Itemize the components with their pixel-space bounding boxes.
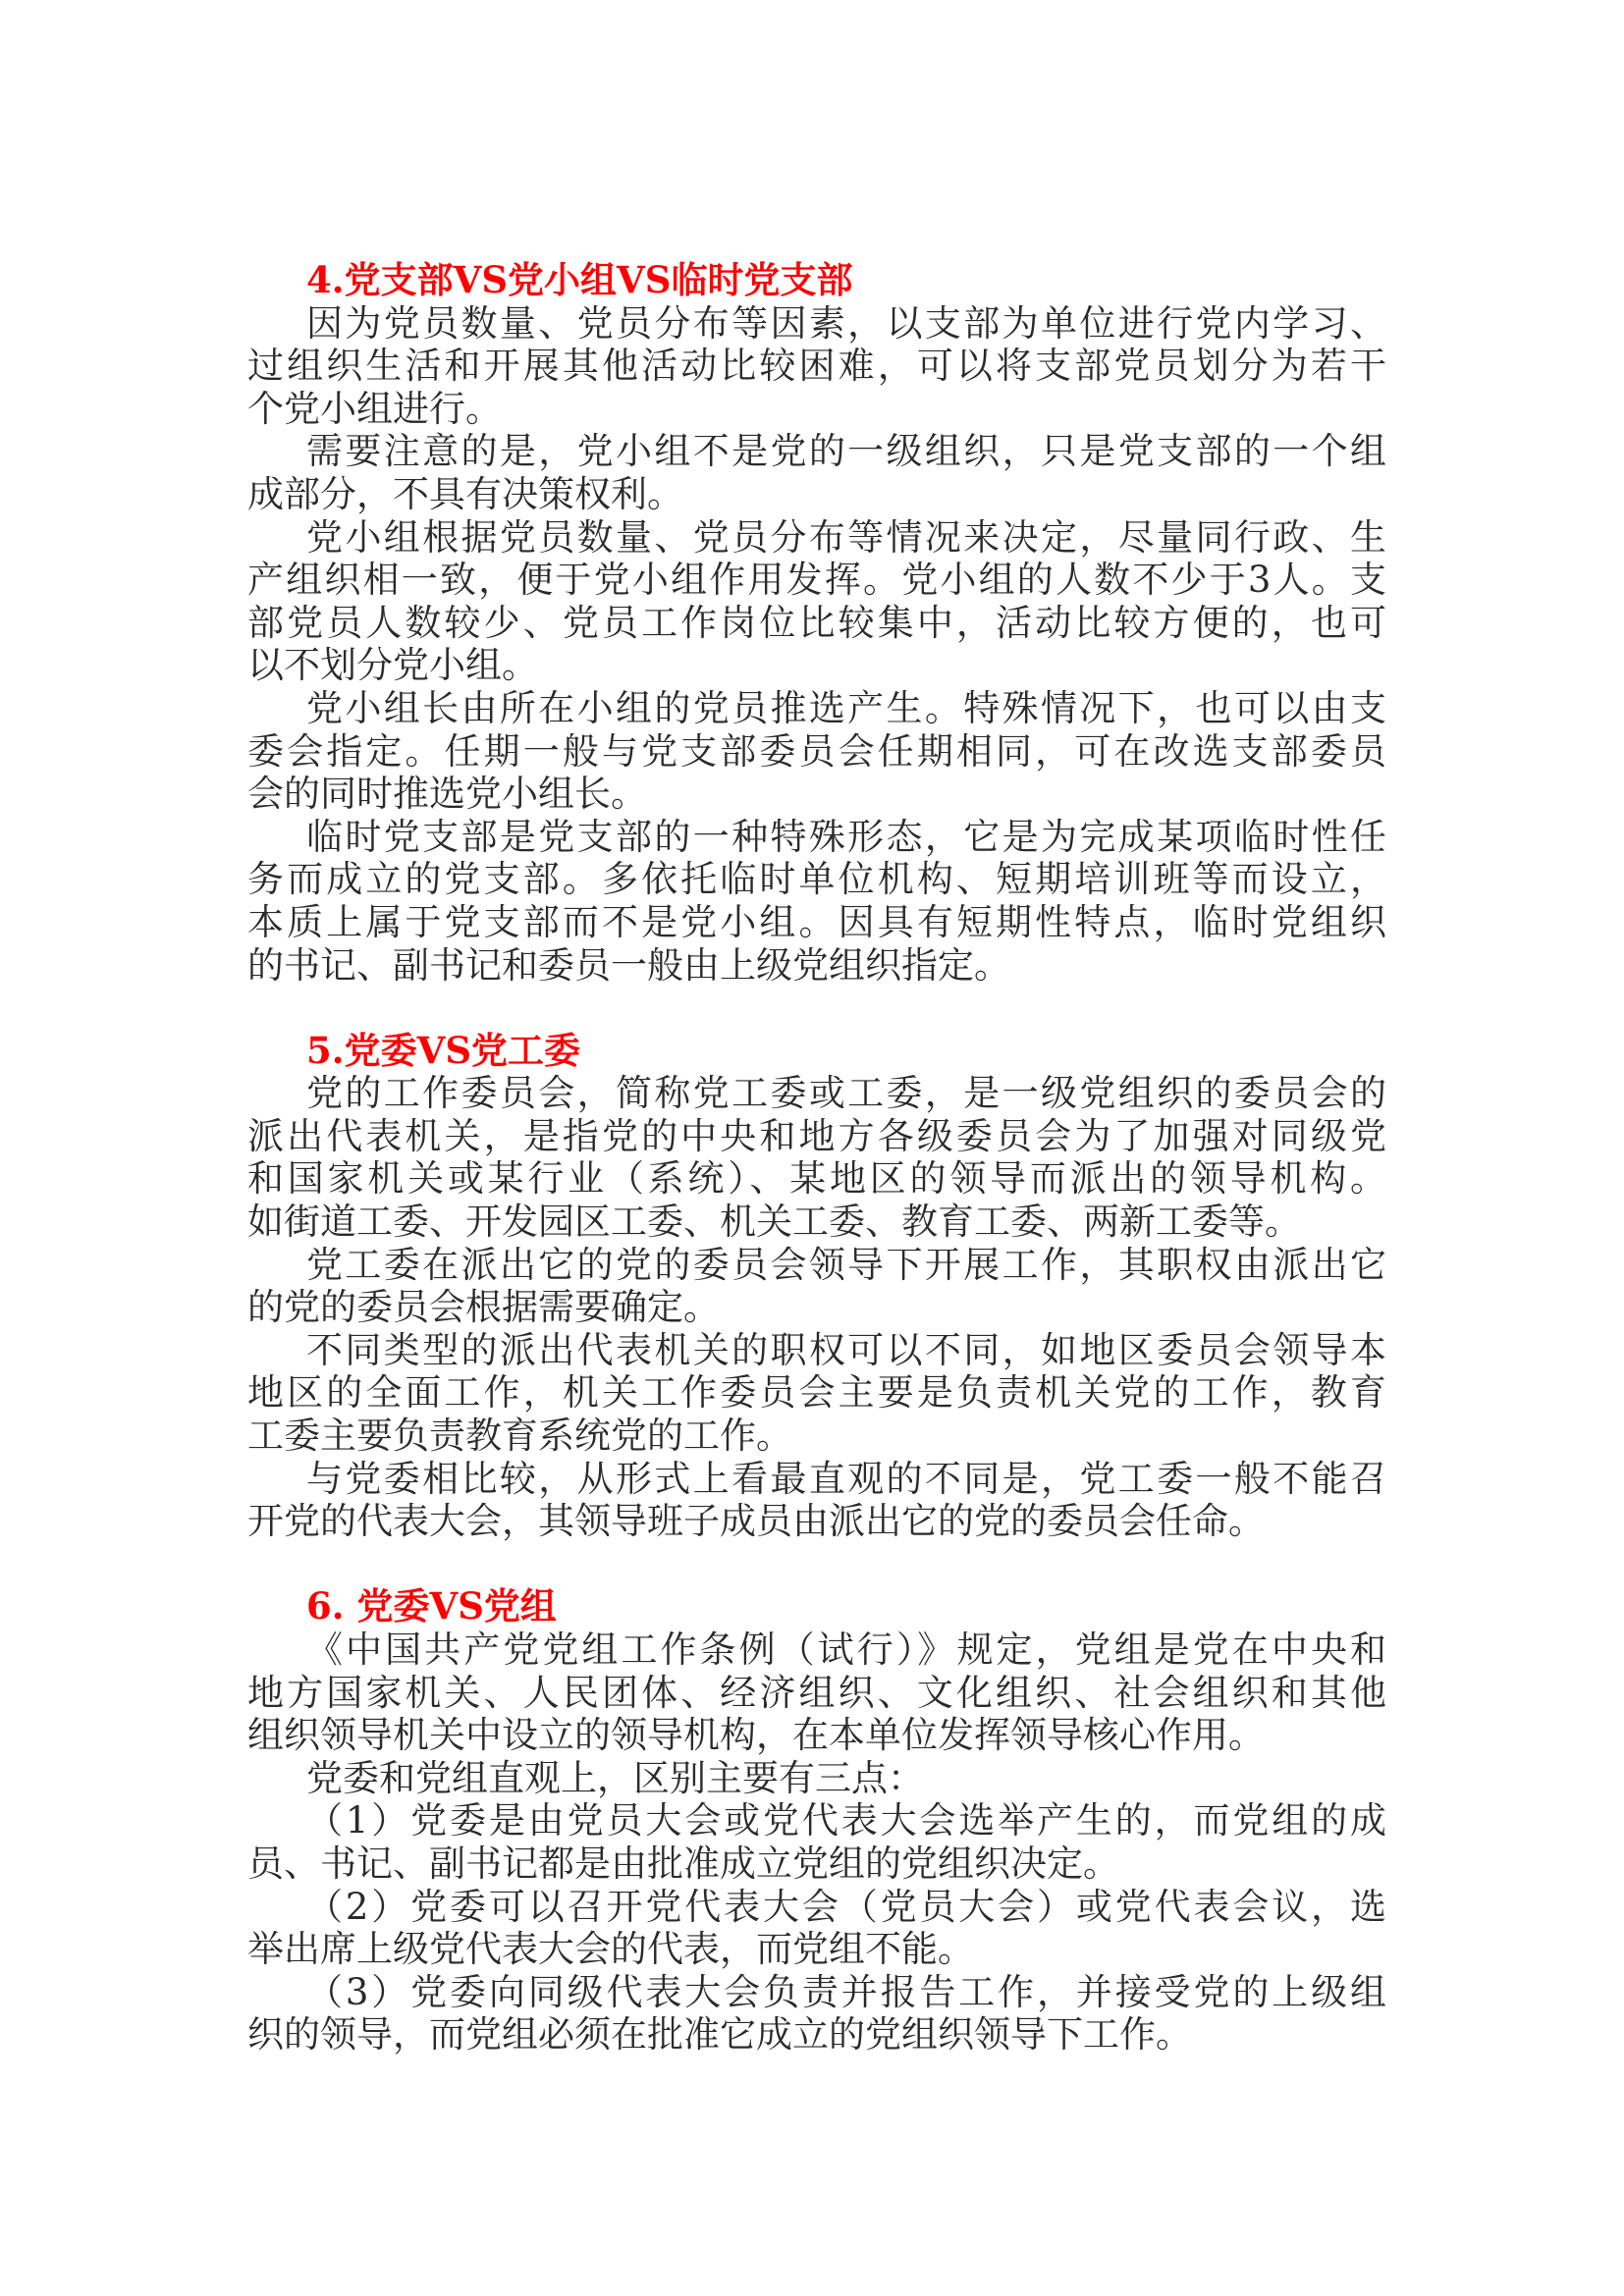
paragraph	[247, 1329, 1386, 1458]
paragraph	[247, 1072, 1386, 1243]
paragraph-line: 举出席上级党代表大会的代表，而党组不能。	[247, 1928, 974, 1971]
paragraph	[247, 430, 1386, 515]
paragraph-line: 的党的委员会根据需要确定。	[247, 1286, 720, 1329]
paragraph-line: 派出代表机关，是指党的中央和地方各级委员会为了加强对同级党	[247, 1114, 1386, 1157]
paragraph-line: 临时党支部是党支部的一种特殊形态，它是为完成某项临时性任	[306, 815, 1386, 858]
paragraph-line: 因为党员数量、党员分布等因素，以支部为单位进行党内学习、	[306, 301, 1386, 345]
paragraph-line: 党小组根据党员数量、党员分布等情况来决定，尽量同行政、生	[306, 515, 1386, 559]
paragraph	[247, 1757, 1386, 1800]
paragraph-line: 产组织相一致，便于党小组作用发挥。党小组的人数不少于3人。支	[247, 559, 1386, 602]
paragraph-line: 的书记、副书记和委员一般由上级党组织指定。	[247, 943, 1010, 987]
paragraph-line: 需要注意的是，党小组不是党的一级组织，只是党支部的一个组	[306, 430, 1386, 473]
paragraph-line: 成部分，不具有决策权利。	[247, 472, 683, 515]
paragraph-line: 地方国家机关、人民团体、经济组织、文化组织、社会组织和其他	[247, 1671, 1386, 1714]
section-spacer	[247, 1543, 1386, 1586]
paragraph-line: 党小组长由所在小组的党员推选产生。特殊情况下，也可以由支	[306, 686, 1386, 729]
paragraph	[247, 816, 1386, 987]
paragraph-line: 开党的代表大会，其领导班子成员由派出它的党的委员会任命。	[247, 1500, 1265, 1543]
paragraph	[247, 1244, 1386, 1329]
paragraph	[247, 687, 1386, 816]
paragraph-line: （1）党委是由党员大会或党代表大会选举产生的，而党组的成	[306, 1799, 1386, 1842]
paragraph-line: 组织领导机关中设立的领导机构，在本单位发挥领导核心作用。	[247, 1714, 1265, 1757]
paragraph-line: 以不划分党小组。	[247, 644, 538, 687]
paragraph-line: 委会指定。任期一般与党支部委员会任期相同，可在改选支部委员	[247, 729, 1386, 773]
paragraph-line: 党工委在派出它的党的委员会领导下开展工作，其职权由派出它	[306, 1243, 1386, 1286]
paragraph-line: 员、书记、副书记都是由批准成立党组的党组织决定。	[247, 1842, 1119, 1885]
document-body	[247, 259, 1386, 2056]
paragraph-line: 《中国共产党党组工作条例（试行）》规定，党组是党在中央和	[306, 1629, 1386, 1671]
paragraph-line: 会的同时推选党小组长。	[247, 773, 647, 816]
paragraph-line: 与党委相比较，从形式上看最直观的不同是，党工委一般不能召	[306, 1457, 1386, 1500]
paragraph	[247, 302, 1386, 431]
paragraph	[247, 1799, 1386, 1885]
section-spacer	[247, 987, 1386, 1030]
paragraph	[247, 1629, 1386, 1757]
paragraph-line: 地区的全面工作，机关工作委员会主要是负责机关党的工作，教育	[247, 1371, 1386, 1415]
paragraph	[247, 1886, 1386, 1971]
paragraph-line: 过组织生活和开展其他活动比较困难，可以将支部党员划分为若干	[247, 345, 1386, 388]
paragraph-line: 工委主要负责教育系统党的工作。	[247, 1415, 792, 1458]
paragraph	[247, 1971, 1386, 2056]
paragraph	[247, 516, 1386, 687]
section-heading: 6. 党委VS党组	[306, 1584, 557, 1629]
paragraph-line: （2）党委可以召开党代表大会（党员大会）或党代表会议，选	[306, 1885, 1386, 1928]
paragraph-line: 部党员人数较少、党员工作岗位比较集中，活动比较方便的，也可	[247, 601, 1386, 644]
paragraph	[247, 1458, 1386, 1543]
paragraph-line: 织的领导，而党组必须在批准它成立的党组织领导下工作。	[247, 2013, 1192, 2056]
paragraph-line: 个党小组进行。	[247, 387, 502, 430]
section-heading: 5.党委VS党工委	[306, 1028, 581, 1072]
paragraph-line: 党委和党组直观上，区别主要有三点：	[306, 1756, 924, 1799]
paragraph-line: 和国家机关或某行业（系统）、某地区的领导而派出的领导机构。	[247, 1157, 1386, 1201]
section-heading: 4.党支部VS党小组VS临时党支部	[306, 258, 853, 301]
paragraph-line: （3）党委向同级代表大会负责并报告工作，并接受党的上级组	[306, 1970, 1386, 2013]
paragraph-line: 本质上属于党支部而不是党小组。因具有短期性特点，临时党组织	[247, 900, 1386, 943]
paragraph-line: 如街道工委、开发园区工委、机关工委、教育工委、两新工委等。	[247, 1201, 1301, 1244]
paragraph-line: 党的工作委员会，简称党工委或工委，是一级党组织的委员会的	[306, 1072, 1386, 1115]
paragraph-line: 不同类型的派出代表机关的职权可以不同，如地区委员会领导本	[306, 1328, 1386, 1371]
paragraph-line: 务而成立的党支部。多依托临时单位机构、短期培训班等而设立，	[247, 858, 1386, 901]
